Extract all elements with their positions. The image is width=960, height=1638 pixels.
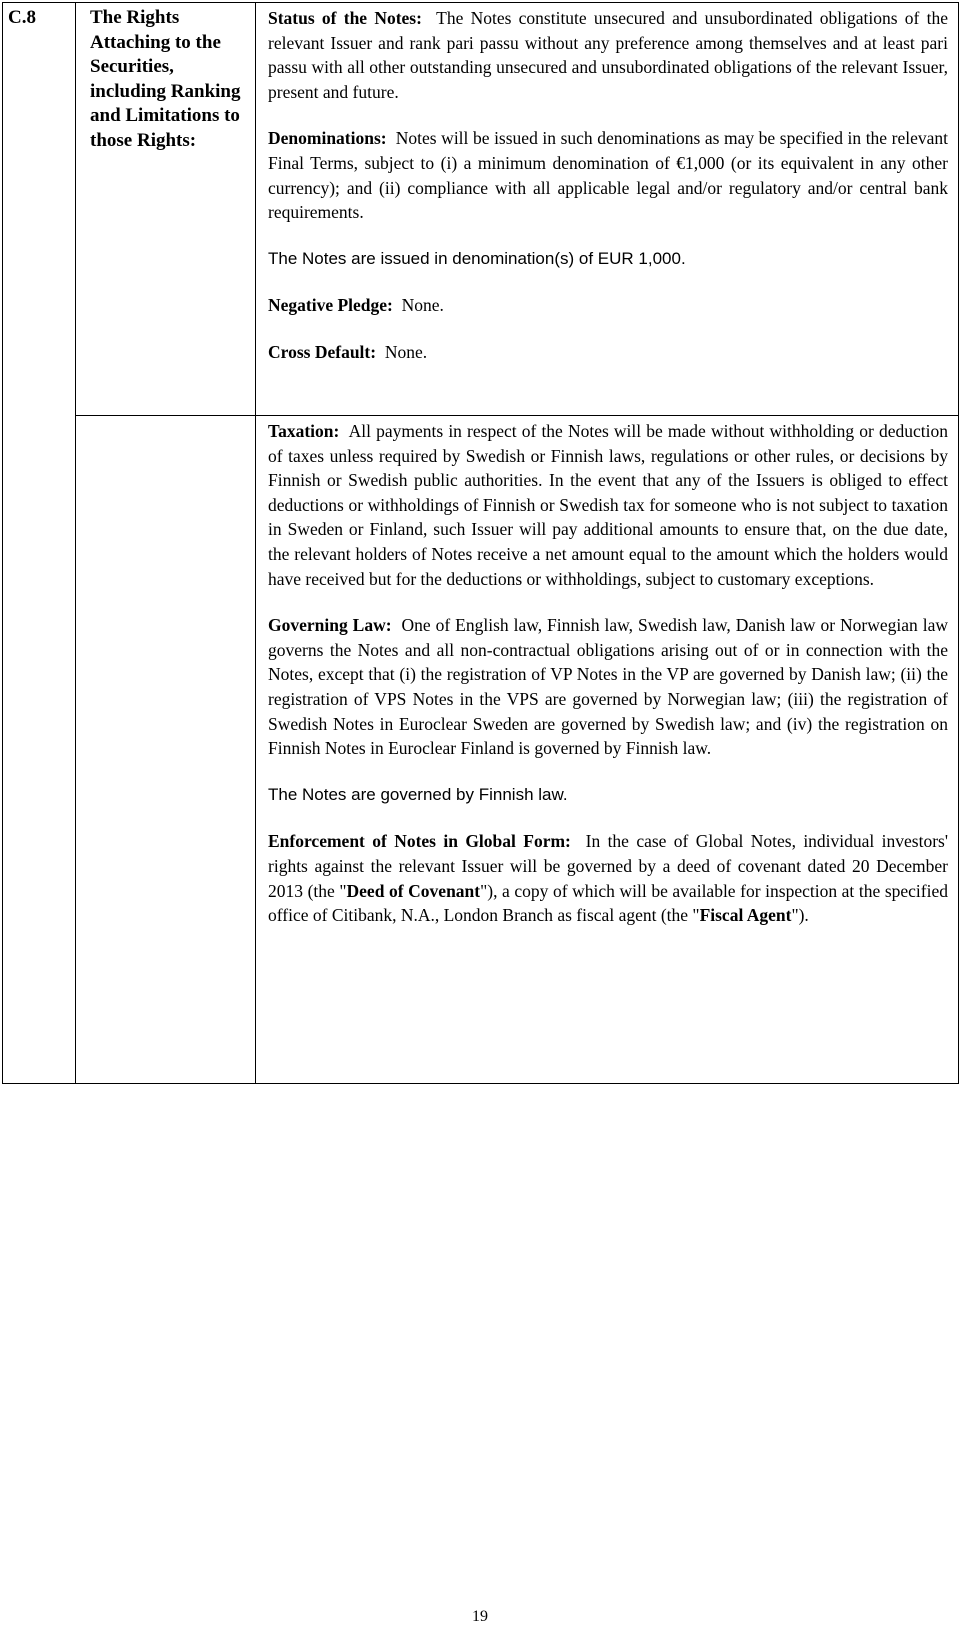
cross-default-paragraph bbox=[268, 340, 948, 365]
taxation-paragraph bbox=[268, 419, 948, 591]
enforcement-text-2: "), a copy of which will be available for inspection at the specified office of Citibank, N.A., London Branch as fiscal agent (the " bbox=[268, 880, 948, 926]
negative-pledge-label: Negative Pledge: bbox=[268, 295, 393, 316]
governing-law-label: Governing Law: bbox=[268, 615, 392, 636]
enforcement-paragraph bbox=[268, 829, 948, 927]
taxation-label: Taxation: bbox=[268, 421, 340, 441]
governing-law-paragraph bbox=[268, 613, 948, 761]
cross-default-label: Cross Default: bbox=[268, 341, 377, 362]
denominations-paragraph bbox=[268, 126, 948, 224]
status-label: Status of the Notes: bbox=[268, 8, 422, 28]
lower-cell bbox=[268, 419, 948, 928]
denominations-text: Notes will be issued in such denominations as may be specified in the relevant Final Terms, subject to (i) a minimum denomination of €1,000 (or its equivalent in any other currency); and (ii) compliance with all applicable legal and/or regulatory and/or central bank requirements. bbox=[268, 128, 949, 223]
governing-law-text: One of English law, Finnish law, Swedish law, Danish law or Norwegian law governs the Notes and all non-contractual obligations arising out of or in connection with the Notes, except that (i) the registration of VP Notes in the VP are governed by Danish law; (ii) the registration of VPS Notes in the VPS are governed by Norwegian law; (iii) the registration of Swedish Notes in Euroclear Sweden are governed by Swedish law; and (iv) the registration on Finnish Notes in Euroclear Finland is governed by Finnish law. bbox=[268, 615, 948, 759]
governing-law-applicable: The Notes are governed by Finnish law. bbox=[268, 784, 568, 804]
cross-default-text: None. bbox=[384, 341, 428, 362]
page-number: 19 bbox=[472, 1608, 488, 1625]
status-text: The Notes constitute unsecured and unsubordinated obligations of the relevant Issuer and rank pari passu without any preference among themselves and at least pari passu with all other outstanding unsecured and unsubordinated obligations of the relevant Issuer, present and future. bbox=[268, 8, 948, 102]
denominations-label: Denominations: bbox=[268, 128, 387, 149]
denomination-issued: The Notes are issued in denomination(s) of EUR 1,000. bbox=[268, 248, 686, 268]
enforcement-text-3: "). bbox=[791, 905, 809, 926]
column-divider bbox=[75, 2, 76, 1084]
row-divider bbox=[75, 415, 959, 416]
upper-cell bbox=[268, 6, 948, 365]
enforcement-text-1: In the case of Global Notes, individual investors' rights against the relevant Issuer will be governed by a deed of covenant dated 20 December 2013 (the " bbox=[268, 831, 948, 901]
fiscal-agent-term: Fiscal Agent bbox=[699, 905, 792, 926]
negative-pledge-paragraph bbox=[268, 293, 948, 318]
enforcement-label: Enforcement of Notes in Global Form: bbox=[268, 831, 571, 852]
status-paragraph bbox=[268, 6, 948, 104]
taxation-text: All payments in respect of the Notes will be made without withholding or deduction of taxes unless required by Swedish or Finnish laws, regulations or other rules, or decisions by Finnish or Swedish public authorities. In the event that any of the Issuers is obliged to effect deductions or withholdings of Finnish or Swedish tax for someone who is not subject to taxation in Sweden or Finland, such Issuer will pay additional amounts to ensure that, on the due date, the relevant holders of Notes receive a net amount equal to the amount which the holders would have received but for the deductions or withholdings, subject to customary exceptions. bbox=[268, 421, 948, 589]
element-title: The Rights Attaching to the Securities, including Ranking and Limitations to those Rights: bbox=[90, 7, 241, 151]
element-id: C.8 bbox=[8, 7, 36, 28]
deed-of-covenant-term: Deed of Covenant bbox=[346, 880, 481, 901]
negative-pledge-text: None. bbox=[401, 295, 444, 316]
column-divider bbox=[255, 2, 256, 1084]
